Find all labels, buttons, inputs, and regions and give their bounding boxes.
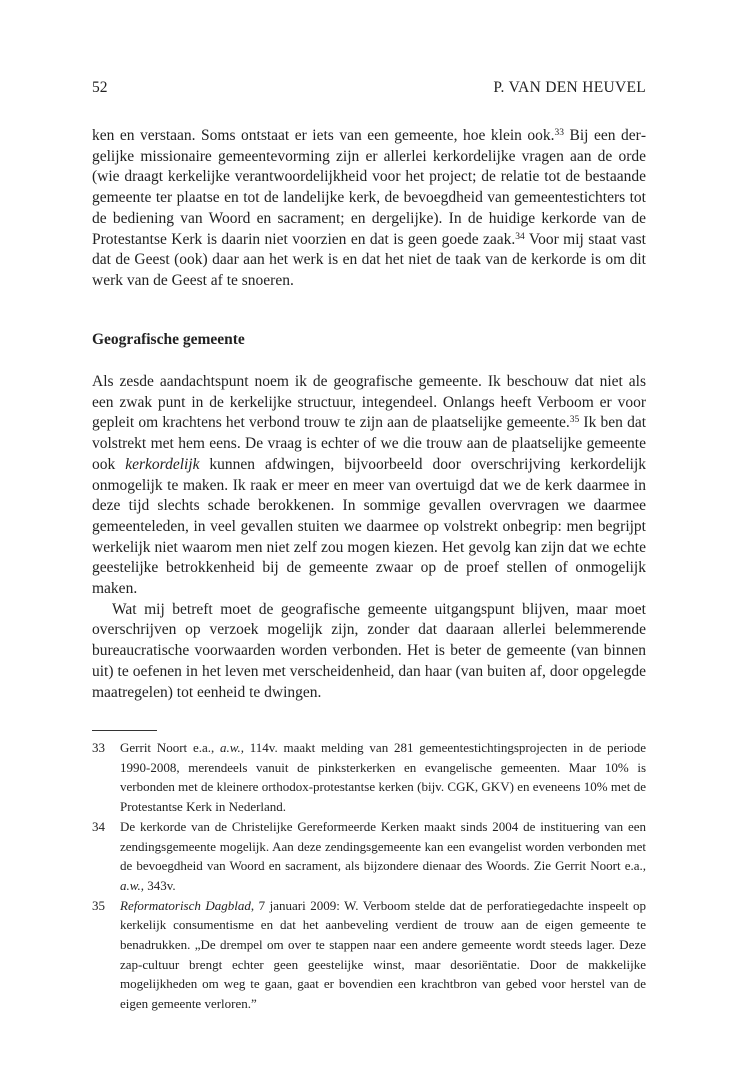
footnote-number: 35: [92, 897, 105, 913]
body-text-top: [92, 126, 646, 292]
paragraph-1: [92, 126, 646, 292]
paragraph-2-text-a: Als zesde aandachtspunt noem ik de geografische gemeente. Ik beschouw dat niet als een zwak punt in de kerkelijke structuur, integendeel. Onlangs heeft Verboom er voor gepleit om krachtens het verbond trouw te zijn aan de plaatselijke gemeente.: [92, 373, 646, 432]
paragraph-2-text-c: kunnen afdwingen, bijvoorbeeld door overschrijving kerkordelijk onmogelijk te maken. Ik raak er meer en meer van overtuigd dat we de kerk daarmee in deze tijd slechts schade berokkenen. In sommige gevallen overvragen we daarmee gemeenteleden, in veel gevallen stuiten we daarmee op volstrekt onbegrip: men begrijpt werkelijk niet waarom men niet zelf zou mogen kiezen. Het gevolg kan zijn dat we echte geestelijke betrokkenheid bij de gemeente zwaar op de proef stellen of onmogelijk maken.: [92, 455, 647, 598]
footnote-italic: Reformatorisch Dagblad: [120, 897, 251, 913]
paragraph-2-italic: kerkordelijk: [125, 455, 200, 473]
footnote-ref-34[interactable]: 34: [515, 231, 525, 242]
footnote-divider: [92, 730, 157, 731]
page-number: 52: [92, 79, 108, 96]
paragraph-1-text-b: Bij een dergelijke missionaire gemeentevorming zijn er allerlei kerkordelijke vragen aan de orde (wie draagt kerkelijke verantwoordelijkheid voor het project; de relatie tot de bestaande gemeente ter plaatse en tot de landelijke kerk, de bevoegdheid van gemeentestichters tot de bediening van Woord en sacrament; en dergelijke). In de huidige kerkorde van de Protestantse Kerk is daarin niet voorzien en dat is geen goede zaak.: [92, 127, 646, 248]
footnote-34: [92, 817, 646, 896]
footnote-number: 34: [92, 818, 105, 834]
footnote-35: [92, 896, 646, 1014]
paragraph-2: [92, 372, 646, 600]
footnote-33: [92, 738, 646, 817]
footnote-number: 33: [92, 740, 105, 755]
footnote-italic: a.w.,: [220, 740, 244, 755]
paragraph-1-text-a: ken en verstaan. Soms ontstaat er iets van een gemeente, hoe klein ook.: [92, 127, 555, 144]
section-body: [92, 372, 646, 703]
footnote-text: 114v. maakt melding van 281 gemeentestichtingsprojecten in de periode 1990-2008, merendeels vanuit de pinksterkerken en evangelische gemeenten. Maar 10% is verbonden met de kleinere orthodox-protestantse kerken (bijv. CGK, GKV) en eveneens 10% met de Protestantse Kerk in Nederland.: [120, 740, 646, 815]
footnotes: [92, 738, 646, 1014]
paragraph-2-text-b: Ik ben dat volstrekt met hem eens. De vraag is echter of we die trouw aan de plaatselijke gemeente ook: [92, 414, 647, 473]
footnote-ref-35[interactable]: 35: [569, 415, 580, 426]
paragraph-3: Wat mij betreft moet de geografische gemeente uitgangspunt blijven, maar moet overschrijven op verzoek mogelijk zijn, zonder dat daaraan allerlei belemmerende bureaucratische voorwaarden worden verbonden. Het is beter de gemeente (van binnen uit) te oefenen in het leven met verscheidenheid, dan haar (van buiten af, door opgelegde maatregelen) tot eenheid te dwingen.: [92, 600, 646, 701]
footnote-text: , 7 januari 2009: W. Verboom stelde dat de perforatiegedachte inspeelt op kerkelijk consumentisme en dat het aanbeveling verdient de trouw aan de eigen gemeente te benadrukken. „De drempel om over te stappen naar een andere gemeente wordt steeds lager. Deze zap-cultuur brengt echter geen geestelijke winst, maar desoriëntatie. Door de makkelijke mogelijkheden om weg te gaan, gaat er bovendien een krachtbron van gebed voor herstel van de eigen gemeente verloren.”: [120, 897, 646, 1012]
footnote-text: De kerkorde van de Christelijke Gereformeerde Kerken maakt sinds 2004 de instituering van een zendingsgemeente mogelijk. Aan deze zendingsgemeente kan een evangelist worden verbonden met de bevoegdheid van Woord en sacrament, als bijzondere dienaar des Woords. Zie Gerrit Noort e.a.: [120, 818, 646, 874]
section-heading: Geografische gemeente: [92, 331, 245, 348]
paragraph-1-text-c: Voor mij staat vast dat de Geest (ook) daar aan het werk is en dat het niet de taak van de kerkorde is om dit werk van de Geest af te snoeren.: [92, 230, 646, 289]
footnote-text: Gerrit Noort e.a.,: [120, 740, 221, 755]
footnote-text: 343v.: [143, 877, 176, 893]
running-head: P. VAN DEN HEUVEL: [493, 79, 646, 96]
footnote-ref-33[interactable]: 33: [554, 128, 565, 138]
footnote-italic: , a.w.,: [120, 858, 646, 893]
